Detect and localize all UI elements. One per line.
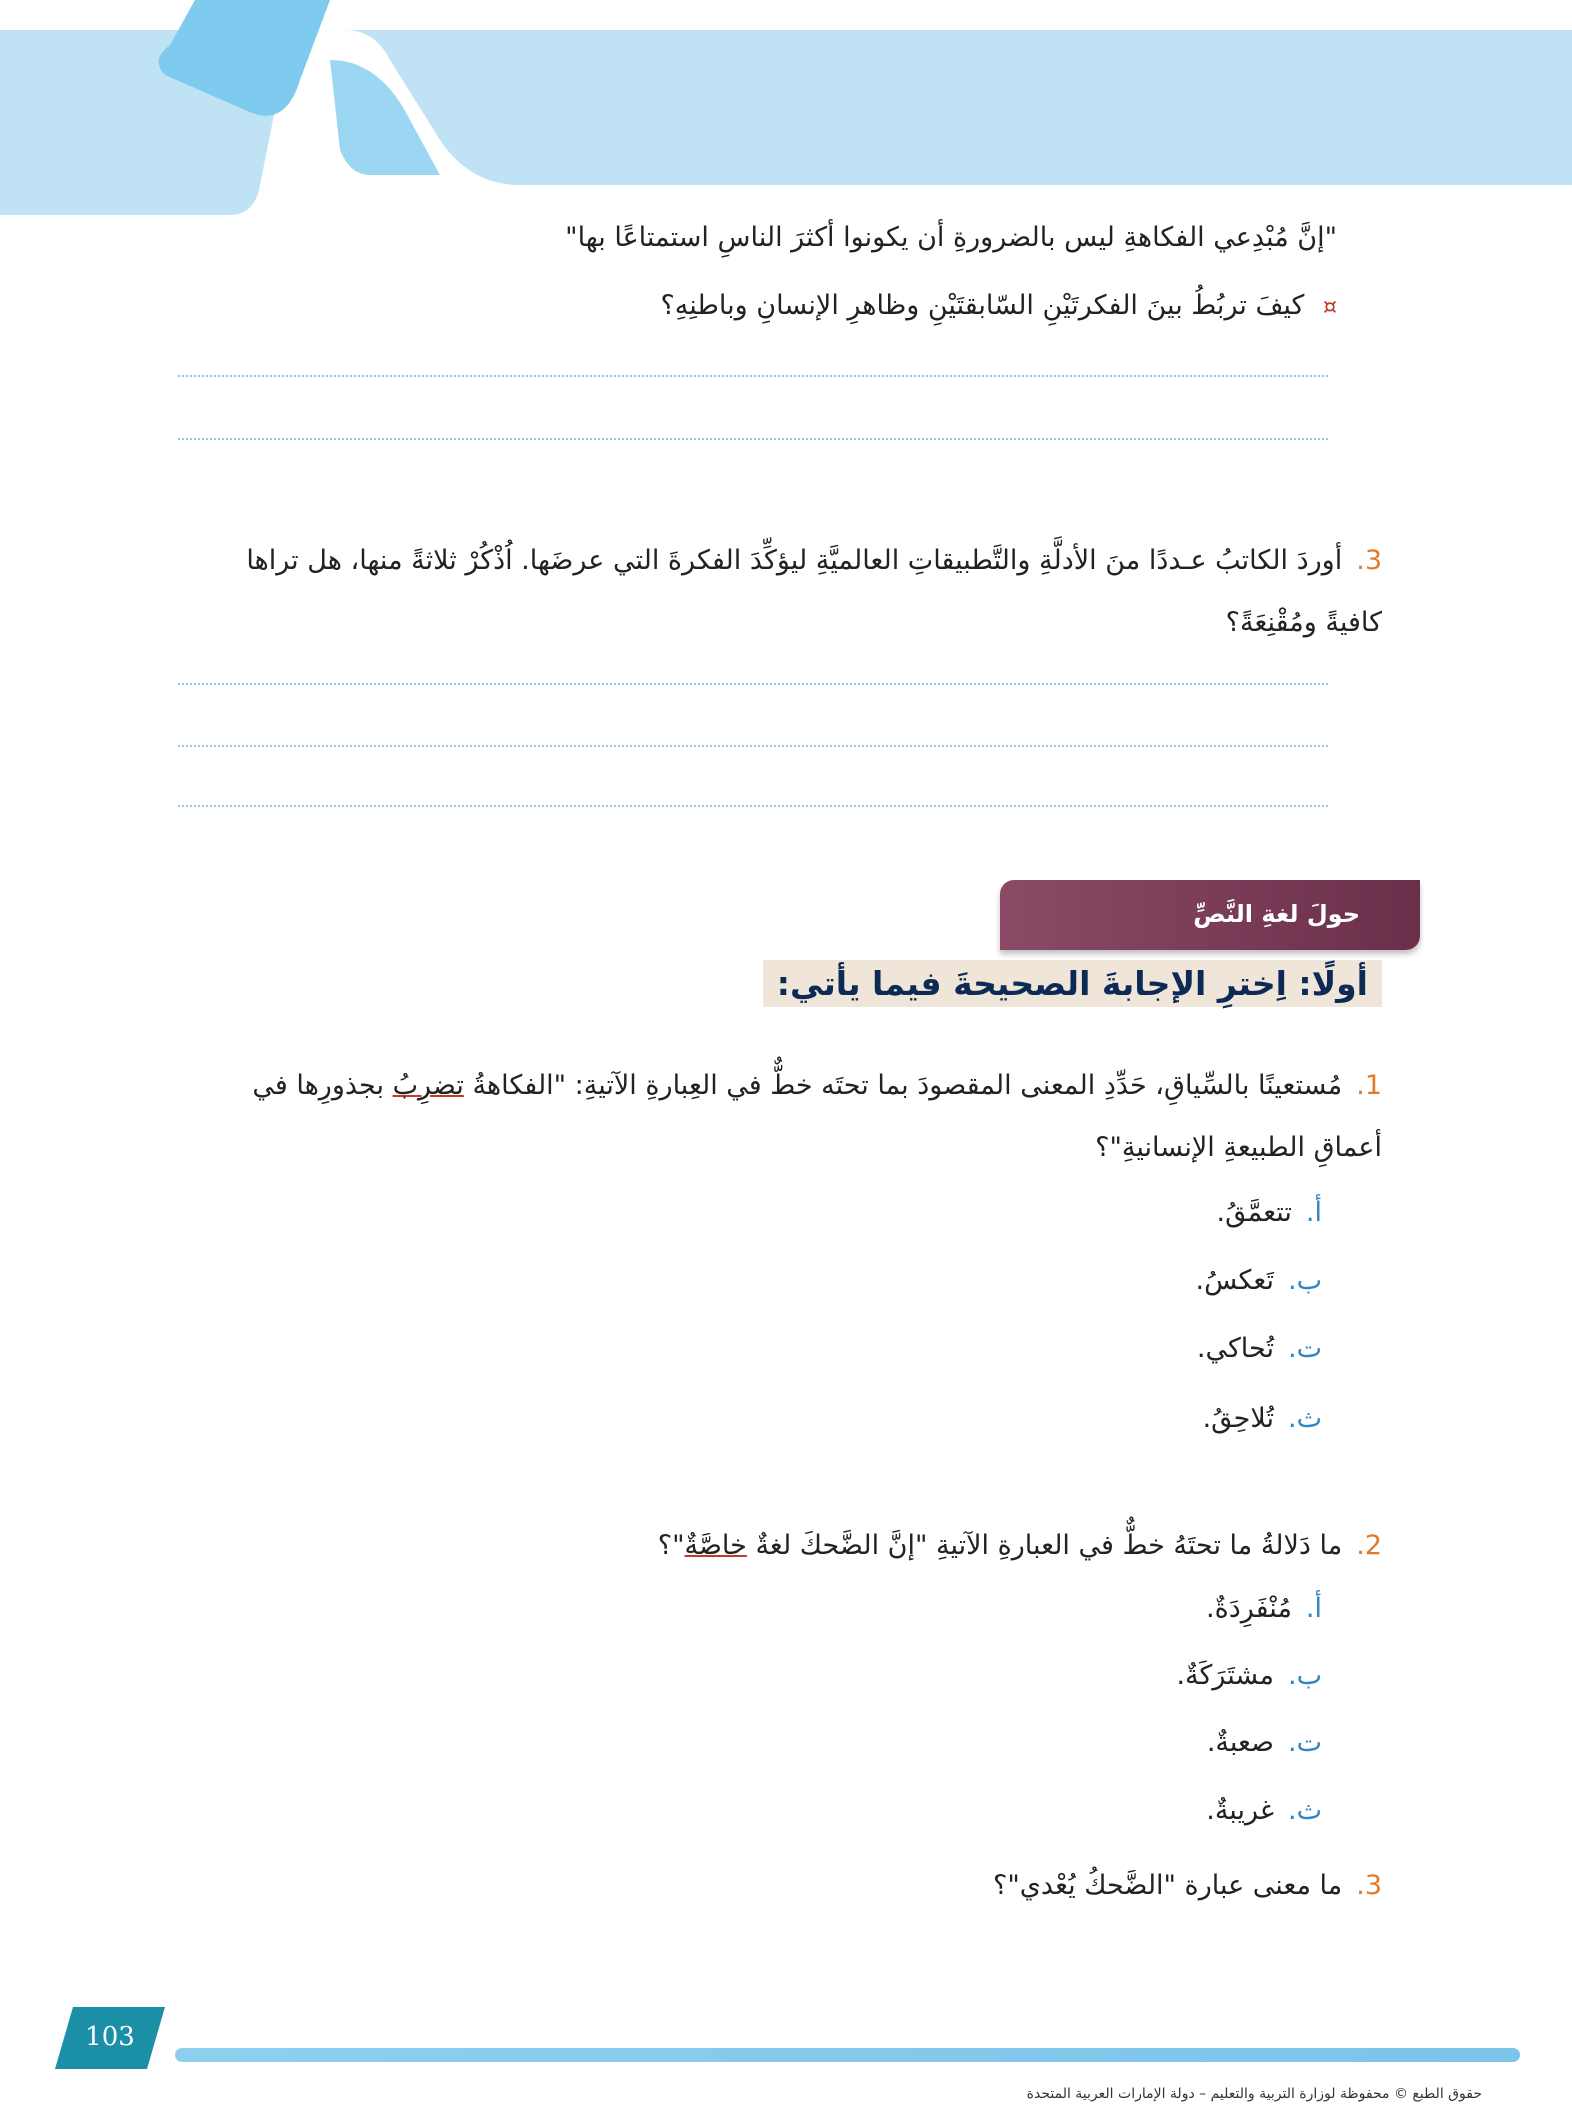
question-3-line2: كافيةً ومُقْنِعَةً؟ (1225, 607, 1382, 638)
mcq-1-line1 (142, 1055, 1382, 1117)
section-tab-text-language (1000, 880, 1420, 950)
option-text: تُلاحِقُ. (1202, 1403, 1274, 1434)
option-a[interactable] (1217, 1197, 1323, 1228)
mcq-2-text: ما دَلالةُ ما تحتَهُ خطٌّ في العبارةِ الآتيةِ "إنَّ الضَّحكَ لغةٌ (755, 1530, 1343, 1561)
question-3 (142, 530, 1382, 654)
option-b[interactable] (1176, 1660, 1322, 1691)
option-letter: ث. (1287, 1403, 1322, 1434)
page-number: 103 (85, 2022, 135, 2052)
question-reflection (660, 290, 1337, 321)
question-number: 1. (1356, 1070, 1382, 1101)
mcq-3 (142, 1855, 1382, 1917)
question-number: 2. (1356, 1530, 1382, 1561)
option-letter: أ. (1305, 1593, 1322, 1624)
copyright-notice: حقوق الطبع © محفوظة لوزارة التربية والتعليم – دولة الإمارات العربية المتحدة (1026, 2086, 1482, 2102)
option-d[interactable] (1203, 1403, 1322, 1434)
option-text: تَعكسُ. (1195, 1265, 1274, 1296)
option-c[interactable] (1197, 1333, 1322, 1364)
footer-bar (175, 2048, 1520, 2062)
header-shape-right (345, 30, 1572, 185)
question-reflection-text: كيفَ تربُطُ بينَ الفكرتَيْنِ السّابقتَيْنِ وظاهرِ الإنسانِ وباطنِهِ؟ (660, 290, 1305, 321)
header-banner (0, 0, 1572, 230)
section-tab-label: حولَ لغةِ النَّصِّ (1193, 900, 1360, 928)
question-number: 3. (1356, 1870, 1382, 1901)
option-text: مُنْفَرِدَةٌ. (1205, 1593, 1292, 1624)
option-letter: ث. (1287, 1795, 1322, 1826)
mcq-1-suffix: بجذورِها في (252, 1070, 384, 1101)
quote-text: "إنَّ مُبْدِعي الفكاهةِ ليس بالضرورةِ أن يكونوا أكثرَ الناسِ استمتاعًا بها" (565, 222, 1337, 253)
instructions-heading: أولًا: اِخترِ الإجابةَ الصحيحةَ فيما يأتي: (763, 960, 1382, 1007)
option-text: تتعمَّقُ. (1216, 1197, 1292, 1228)
answer-line[interactable] (178, 375, 1328, 377)
mcq-2 (142, 1515, 1382, 1577)
mcq-3-text: ما معنى عبارة "الضَّحكُ يُعْدي"؟ (993, 1870, 1343, 1901)
option-letter: ب. (1287, 1660, 1322, 1691)
underlined-word: خاصَّةٌ (684, 1530, 747, 1561)
option-d[interactable] (1206, 1795, 1322, 1826)
option-text: صعبةٌ. (1206, 1727, 1274, 1758)
option-letter: ت. (1287, 1727, 1322, 1758)
mcq-1-line2: أعماقِ الطبيعةِ الإنسانيةِ"؟ (1095, 1132, 1382, 1163)
option-c[interactable] (1207, 1727, 1322, 1758)
question-3-line1 (142, 530, 1382, 592)
bullet-icon: ¤ (1323, 295, 1337, 320)
answer-line[interactable] (178, 805, 1328, 807)
mcq-1-text: مُستعينًا بالسِّياقِ، حَدِّدِ المعنى المقصودَ بما تحتَه خطٌّ في العِبارةِ الآتيةِ: "الفكاهةُ (472, 1070, 1343, 1101)
option-b[interactable] (1196, 1265, 1322, 1296)
mcq-2-suffix: "؟ (657, 1530, 685, 1561)
question-number: 3. (1356, 545, 1382, 576)
option-letter: ب. (1287, 1265, 1322, 1296)
answer-line[interactable] (178, 683, 1328, 685)
option-a[interactable] (1206, 1593, 1322, 1624)
mcq-1 (142, 1055, 1382, 1179)
option-text: مشتَرَكَةٌ. (1176, 1660, 1274, 1691)
option-text: غريبةٌ. (1206, 1795, 1274, 1826)
underlined-word: تضرِبُ (392, 1070, 464, 1101)
question-3-text: أوردَ الكاتبُ عـددًا منَ الأدلَّةِ والتَّطبيقاتِ العالميَّةِ ليؤكِّدَ الفكرةَ التي عرضَها. اُذْكُرْ ثلاثةً منها، هل تراها (246, 545, 1343, 576)
answer-line[interactable] (178, 745, 1328, 747)
option-letter: ت. (1287, 1333, 1322, 1364)
option-text: تُحاكي. (1196, 1333, 1274, 1364)
option-letter: أ. (1305, 1197, 1322, 1228)
answer-line[interactable] (178, 438, 1328, 440)
